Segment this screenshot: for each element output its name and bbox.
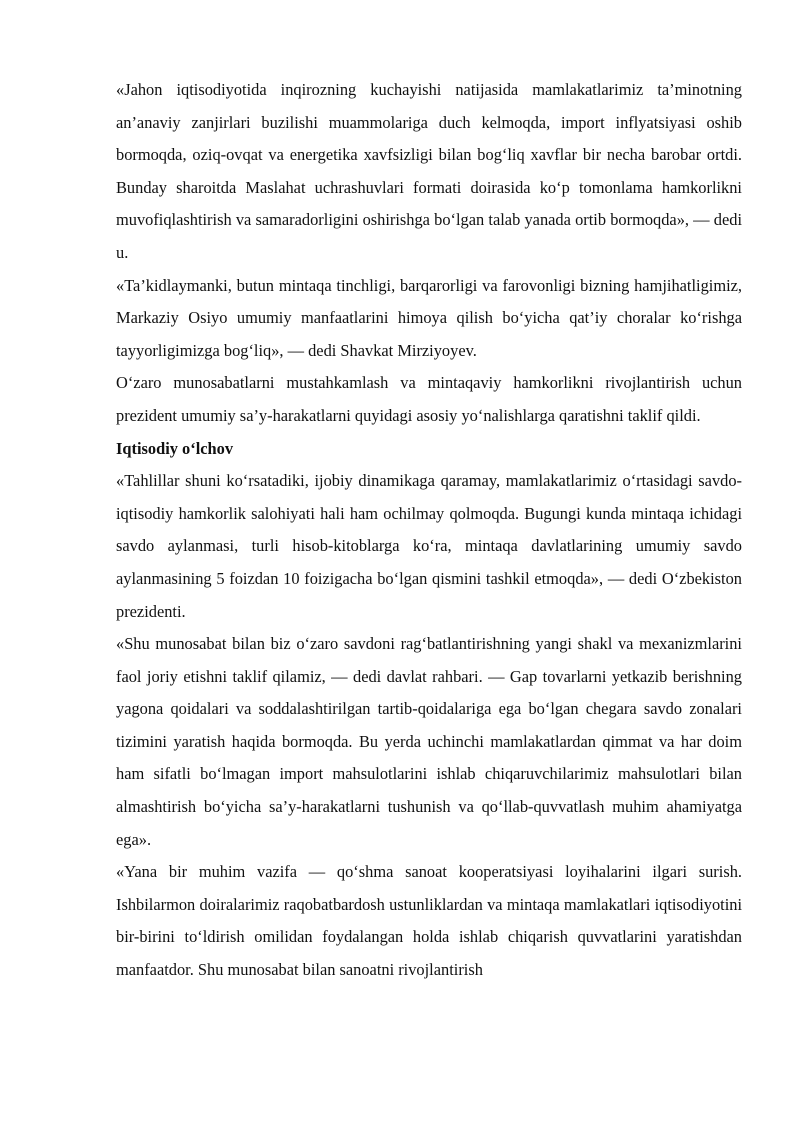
paragraph-trade-analysis: «Tahlillar shuni ko‘rsatadiki, ijobiy dinamikaga qaramay, mamlakatlarimiz o‘rtasidagi savdo-iqtisodiy hamkorlik salohiyati hali ham ochilmay qolmoqda. Bugungi kunda mintaqa ichidagi savdo aylanmasi, turli hisob-kitoblarga ko‘ra, mintaqa davlatlarining umumiy savdo aylanmasining 5 foizdan 10 foizigacha bo‘lgan qismini tashkil etmoqda», — dedi O‘zbekiston prezidenti. <box>116 471 742 621</box>
paragraph-border-trade-zones: «Shu munosabat bilan biz o‘zaro savdoni rag‘batlantirishning yangi shakl va mexanizmlarini faol joriy etishni taklif qilamiz, — dedi davlat rahbari. — Gap tovarlarni yetkazib berishning yagona qoidalari va soddalashtirilgan tartib-qoidalariga ega bo‘lgan chegara savdo zonalari tizimini yaratish haqida bormoqda. Bu yerda uchinchi mamlakatlardan qimmat va har doim ham sifatli bo‘lmagan import mahsulotlarini ishlab chiqaruvchilarimiz mahsulotlari bilan almashtirish bo‘yicha sa’y-harakatlarni tushunish va qo‘llab-quvvatlash muhim ahamiyatga ega». <box>116 634 742 849</box>
paragraph-unity-quote: «Ta’kidlaymanki, butun mintaqa tinchligi, barqarorligi va farovonligi bizning hamjihatligimiz, Markaziy Osiyo umumiy manfaatlarini himoya qilish bo‘yicha qat’iy choralar ko‘rishga tayyorligimizga bog‘liq», — dedi Shavkat Mirziyoyev. <box>116 275 742 360</box>
section-heading-economic: Iqtisodiy o‘lchov <box>116 438 234 458</box>
document-page <box>116 74 742 987</box>
paragraph-crisis-quote: «Jahon iqtisodiyotida inqirozning kuchayishi natijasida mamlakatlarimiz ta’minotning an’anaviy zanjirlari buzilishi muammolariga duch kelmoqda, import inflyatsiyasi oshib bormoqda, oziq-ovqat va energetika xavfsizligi bilan bog‘liq xavflar bir necha barobar ortdi. Bunday sharoitda Maslahat uchrashuvlari formati doirasida ko‘p tomonlama hamkorlikni muvofiqlashtirish va samaradorligini oshirishga bo‘lgan talab yanada ortib bormoqda», — dedi u. <box>116 80 742 262</box>
paragraph-industrial-cooperation: «Yana bir muhim vazifa — qo‘shma sanoat kooperatsiyasi loyihalarini ilgari surish. Ishbilarmon doiralarimiz raqobatbardosh ustunliklardan va mintaqa mamlakatlari iqtisodiyotini bir-birini to‘ldirish omilidan foydalangan holda ishlab chiqarish quvvatlarini yaratishdan manfaatdor. Shu munosabat bilan sanoatni rivojlantirish <box>116 862 742 980</box>
paragraph-cooperation-directions: O‘zaro munosabatlarni mustahkamlash va mintaqaviy hamkorlikni rivojlantirish uchun prezident umumiy sa’y-harakatlarni quyidagi asosiy yo‘nalishlarga qaratishni taklif qildi. <box>116 373 742 425</box>
